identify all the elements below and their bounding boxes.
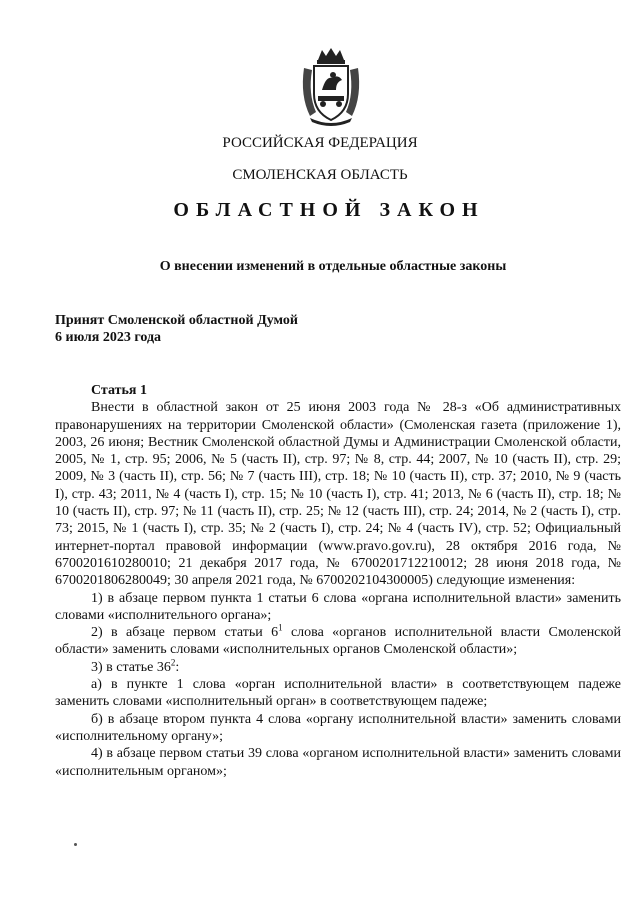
- amendment-item-4: 4) в абзаце первом статьи 39 слова «органом исполнительной власти» заменить словами «исполнительным органом»;: [55, 746, 621, 779]
- amendment-item-1: 1) в абзаце первом пункта 1 статьи 6 слова «органа исполнительной власти» заменить словами «исполнительного органа»;: [55, 590, 621, 623]
- article-intro-paragraph: Внести в областной закон от 25 июня 2003 года № 28-з «Об административных правонарушениях на территории Смоленской области» (Смоленская газета (приложение 1), 2003, 26 июня; Вестник Смоленской областной Думы и Администрации Смоленской области, 2005, № 1, стр. 95; 2006, № 5 (часть II), стр. 97; № 8, стр. 44; 2007, № 10 (часть II), стр. 29; 2009, № 3 (часть II), стр. 56; № 7 (часть III), стр. 18; № 10 (часть II), стр. 37; 2010, № 9 (часть I), стр. 43; 2011, № 4 (часть I), стр. 15; № 10 (часть I), стр. 41; 2013, № 6 (часть II), стр. 18; № 10 (часть II), стр. 97; № 11 (часть II), стр. 25; № 12 (часть III), стр. 24; 2014, № 2 (часть I), стр. 73; 2015, № 1 (часть I), стр. 35; № 2 (часть I), стр. 24; № 4 (часть IV), стр. 52; Официальный интернет-портал правовой информации (www.pravo.gov.ru), 28 октября 2016 года, № 6700201610280010; 21 декабря 2017 года, № 6700201712210012; 28 июня 2018 года, № 6700201806280049; 30 апреля 2021 года, № 6700202104300005) следующие изменения:: [55, 400, 621, 589]
- amendment-item-2-sup: 1: [278, 622, 283, 633]
- document-type-title: ОБЛАСТНОЙ ЗАКОН: [173, 199, 485, 221]
- amendment-item-3: [55, 659, 621, 676]
- article-body: [55, 382, 621, 780]
- amendment-item-3-post: :: [175, 659, 180, 675]
- amendment-item-3-pre: 3) в статье 36: [91, 659, 171, 675]
- adopted-date-line: 6 июля 2023 года: [55, 330, 162, 345]
- amendment-item-3-sup: 2: [170, 657, 176, 668]
- amendment-item-3a: а) в пункте 1 слова «орган исполнительной власти» в соответствующем падеже заменить словами «исполнительный орган» в соответствующем падеже;: [55, 677, 621, 710]
- adoption-block: [55, 312, 298, 346]
- amendment-item-2-post: слова «органов исполнительной власти Смоленской области» заменить словами «исполнительных органов Смоленской области»;: [55, 625, 621, 658]
- coat-of-arms-icon: [296, 46, 366, 126]
- amendment-item-2-pre: 2) в абзаце первом статьи 6: [91, 625, 279, 641]
- scan-speck: [74, 843, 77, 846]
- amendment-item-3b: б) в абзаце втором пункта 4 слова «органу исполнительной власти» заменить словами «исполнительному органу»;: [55, 711, 621, 744]
- adopted-by-line: Принят Смоленской областной Думой: [55, 313, 298, 328]
- law-subject-heading: О внесении изменений в отдельные областные законы: [159, 259, 507, 274]
- region-title: СМОЛЕНСКАЯ ОБЛАСТЬ: [232, 167, 408, 183]
- amendment-item-2: [55, 624, 621, 659]
- country-title: РОССИЙСКАЯ ФЕДЕРАЦИЯ: [222, 135, 418, 151]
- article-heading: Статья 1: [91, 383, 147, 398]
